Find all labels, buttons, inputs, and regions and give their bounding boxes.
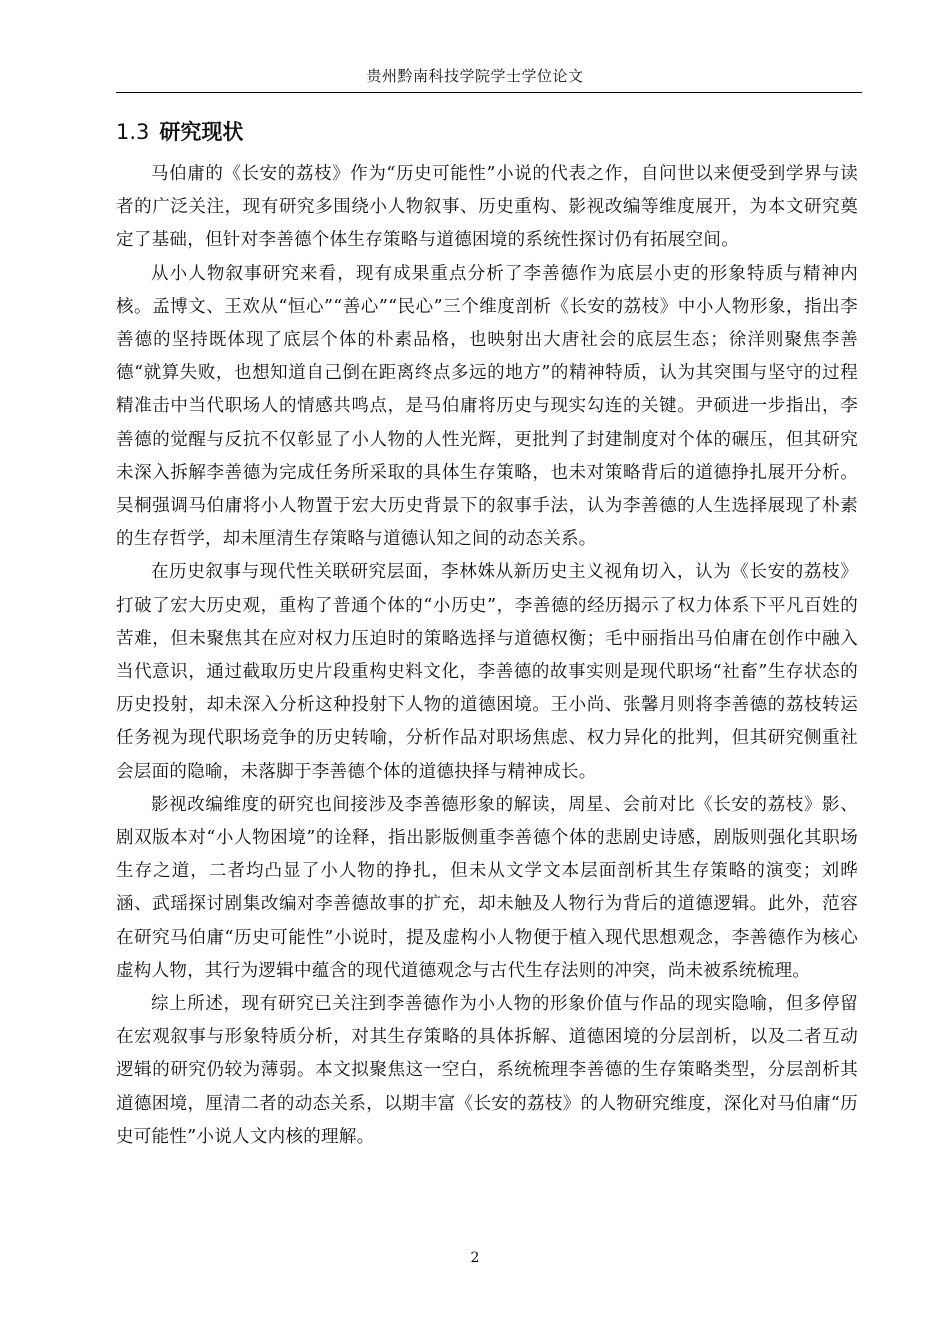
paragraph: 综上所述，现有研究已关注到李善德作为小人物的形象价值与作品的现实隐喻，但多停留在宏观叙事与形象特质分析，对其生存策略的具体拆解、道德困境的分层剖析，以及二者互动逻辑的研究仍较为薄弱。本文拟聚焦这一空白，系统梳理李善德的生存策略类型，分层剖析其道德困境，厘清二者的动态关系，以期丰富《长安的荔枝》的人物研究维度，深化对马伯庸“历史可能性”小说人文内核的理解。 xyxy=(116,994,858,1147)
running-header: 贵州黔南科技学院学士学位论文 xyxy=(366,67,584,85)
section-title: 研究现状 xyxy=(159,120,244,144)
section-heading xyxy=(116,118,243,146)
paragraph: 马伯庸的《长安的荔枝》作为“历史可能性”小说的代表之作，自问世以来便受到学界与读者的广泛关注，现有研究多围绕小人物叙事、历史重构、影视改编等维度展开，为本文研究奠定了基础，但针对李善德个体生存策略与道德困境的系统性探讨仍有拓展空间。 xyxy=(116,164,858,251)
paragraph: 从小人物叙事研究来看，现有成果重点分析了李善德作为底层小吏的形象特质与精神内核。孟博文、王欢从“恒心”“善心”“民心”三个维度剖析《长安的荔枝》中小人物形象，指出李善德的坚持既体现了底层个体的朴素品格，也映射出大唐社会的底层生态；徐洋则聚焦李善德“就算失败，也想知道自己倒在距离终点多远的地方”的精神特质，认为其突围与坚守的过程精准击中当代职场人的情感共鸣点，是马伯庸将历史与现实勾连的关键。尹硕进一步指出，李善德的觉醒与反抗不仅彰显了小人物的人性光辉，更批判了封建制度对个体的碾压，但其研究未深入拆解李善德为完成任务所采取的具体生存策略，也未对策略背后的道德挣扎展开分析。吴桐强调马伯庸将小人物置于宏大历史背景下的叙事手法，认为李善德的人生选择展现了朴素的生存哲学，却未厘清生存策略与道德认知之间的动态关系。 xyxy=(116,263,858,550)
paragraph: 在历史叙事与现代性关联研究层面，李林姝从新历史主义视角切入，认为《长安的荔枝》打破了宏大历史观，重构了普通个体的“小历史”，李善德的经历揭示了权力体系下平凡百姓的苦难，但未聚焦其在应对权力压迫时的策略选择与道德权衡；毛中丽指出马伯庸在创作中融入当代意识，通过截取历史片段重构史料文化，李善德的故事实则是现代职场“社畜”生存状态的历史投射，却未深入分析这种投射下人物的道德困境。王小尚、张馨月则将李善德的荔枝转运任务视为现代职场竞争的历史转喻，分析作品对职场焦虑、权力异化的批判，但其研究侧重社会层面的隐喻，未落脚于李善德个体的道德抉择与精神成长。 xyxy=(116,562,858,782)
body-text xyxy=(116,158,858,1154)
page-number: 2 xyxy=(470,1250,480,1266)
header-divider xyxy=(116,92,862,93)
section-number: 1.3 xyxy=(116,120,150,144)
paragraph: 影视改编维度的研究也间接涉及李善德形象的解读，周星、会前对比《长安的荔枝》影、剧双版本对“小人物困境”的诠释，指出影版侧重李善德个体的悲剧史诗感，剧版则强化其职场生存之道，二者均凸显了小人物的挣扎，但未从文学文本层面剖析其生存策略的演变；刘晔涵、武瑶探讨剧集改编对李善德故事的扩充，却未触及人物行为背后的道德逻辑。此外，范容在研究马伯庸“历史可能性”小说时，提及虚构小人物便于植入现代思想观念，李善德作为核心虚构人物，其行为逻辑中蕴含的现代道德观念与古代生存法则的冲突，尚未被系统梳理。 xyxy=(116,794,858,981)
